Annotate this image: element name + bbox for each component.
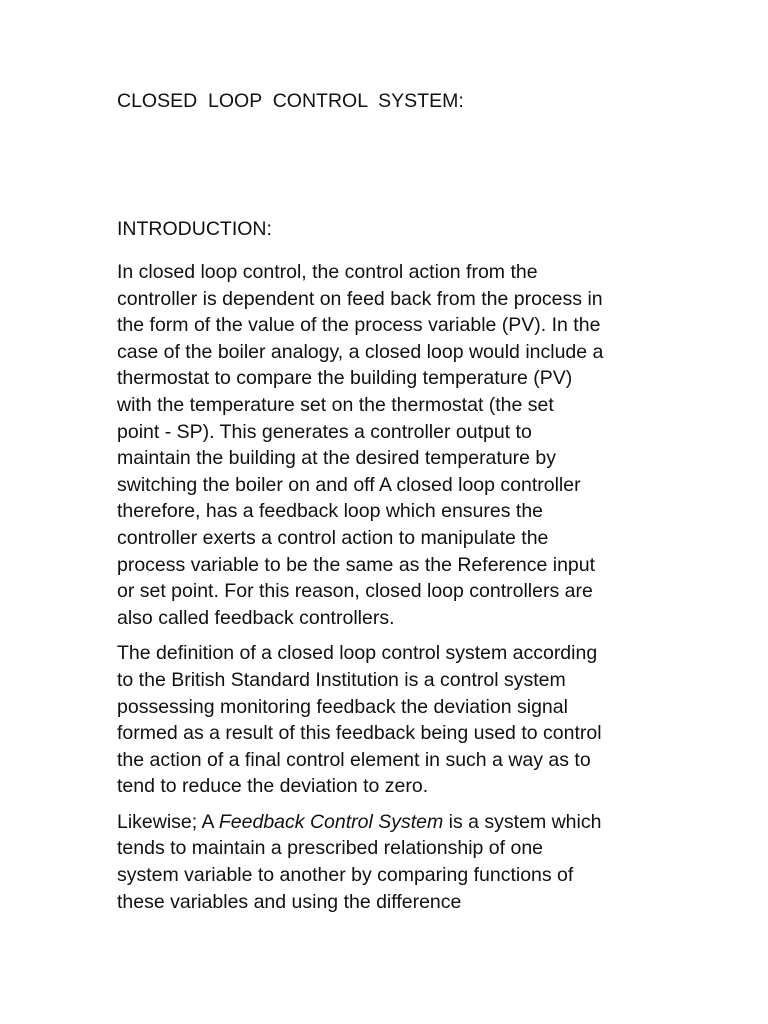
paragraph-closed-loop-control: In closed loop control, the control action from the controller is dependent on feed back from the process in the form of the value of the process variable (PV). In the case of the boiler analogy, a closed loop would include a thermostat to compare the building temperature (PV) with the temperature set on the thermostat (the set point - SP). This generates a controller output to maintain the building at the desired temperature by switching the boiler on and off A closed loop controller therefore, has a feedback loop which ensures the controller exerts a control action to manipulate the process variable to be the same as the Reference input or set point. For this reason, closed loop controllers are also called feedback controllers.: [117, 261, 604, 629]
paragraph-feedback-control-system: [117, 809, 662, 915]
document-title: CLOSED LOOP CONTROL SYSTEM:: [117, 90, 464, 112]
paragraph-3-prefix: Likewise; A: [117, 810, 219, 833]
paragraph-bsi-definition: The definition of a closed loop control system according to the British Standard Institution is a control system possessing monitoring feedback the deviation signal formed as a result of this feedback being used to control the action of a final control element in such a way as to tend to reduce the deviation to zero.: [117, 642, 602, 798]
feedback-control-system-term: Feedback Control System: [218, 810, 444, 833]
section-heading-introduction: INTRODUCTION:: [117, 218, 272, 240]
document-body: [117, 88, 662, 915]
paragraph-3-suffix: is a system which tends to maintain a prescribed relationship of one system variable to another by comparing functions of these variables and using the difference: [117, 810, 602, 913]
